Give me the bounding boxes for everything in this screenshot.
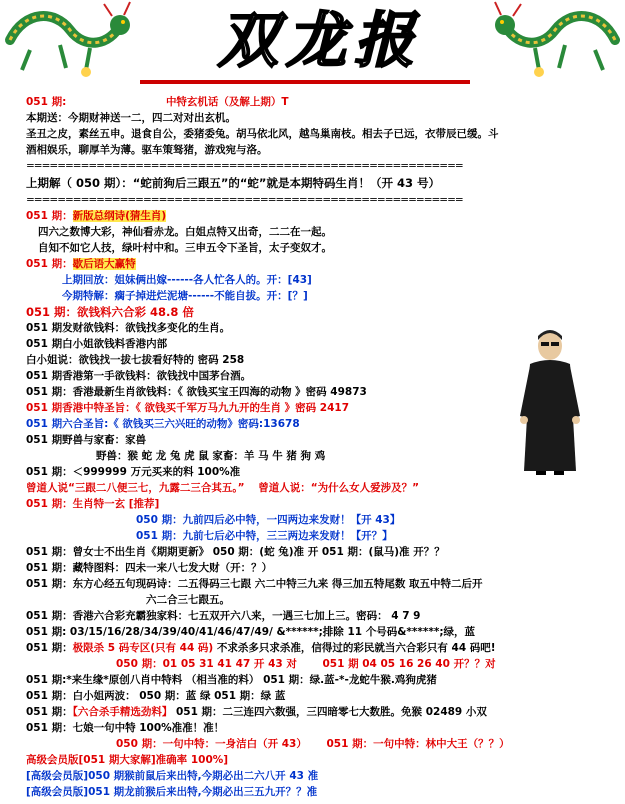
line-18: 051 期香港中特圣旨：《 欲钱买千军万马九九开的生肖 》密码 2417 — [26, 402, 350, 414]
dragon-right-icon — [485, 0, 625, 80]
current-result: 051 期 04 05 16 26 40 开？？对 — [322, 658, 496, 670]
prev-one-line: 050 期：一句中特：一身洁白（开 43） — [116, 738, 307, 750]
separator: ======================================================== — [26, 194, 463, 206]
line-23 — [26, 480, 618, 496]
line-39 — [26, 736, 618, 752]
line-35: 051 期:*来生缘*原创八肖中特料 （相当准的料） 051 期：绿.蓝-*-龙蛇牛猴.鸡狗虎猪 — [26, 674, 437, 686]
line-01 — [26, 94, 618, 110]
line-02: 本期送：今期财神送一二，四二对对出玄机。 — [26, 112, 236, 124]
prev-result: 050 期：01 05 31 41 47 开 43 对 — [116, 658, 297, 670]
line-25: 050 期：九前四后必中特，一四两边来发财！【开 43】 — [136, 514, 401, 526]
line-12 — [26, 304, 618, 320]
separator: ======================================================== — [26, 160, 463, 172]
line-29: 051 期：东方心经五句现码诗：二五得码三七跟 六二中特三九来 得三加五特尾数 取五中特二后开 — [26, 578, 483, 590]
line-09 — [26, 256, 618, 272]
line-33-text: 不求杀多只求杀准，信得过的彩民就当六合彩只有 44 码吧! — [216, 642, 496, 654]
line-36: 051 期：白小姐两波： 050 期：蓝 绿 051 期：绿 蓝 — [26, 690, 286, 702]
quote-right: 曾道人说：“为什么女人爱涉及？” — [258, 482, 420, 494]
section-heading: 歇后语大赢特 — [72, 258, 136, 270]
period-label: 051 期： — [26, 706, 73, 718]
line-32: 051 期: 03/15/16/28/34/39/40/41/46/47/49/ &******;排除 11 个号码&******;绿，蓝 — [26, 626, 476, 638]
line-31: 051 期：香港六合彩充霸独家料：七五双开六八来，一遇三七加上三。密码： 4 7 9 — [26, 610, 421, 622]
line-37 — [26, 704, 618, 720]
document-body — [26, 94, 618, 800]
section-heading: 中特玄机话（及解上期）T — [165, 96, 289, 108]
line-24 — [26, 496, 618, 512]
line-03: 圣丑之皮，素丝五申。退食自公，委猪委兔。胡马依北风，越鸟巢南枝。相去子已远，衣带辰已缓。斗 — [26, 128, 499, 140]
line-20: 051 期野兽与家畜：家兽 — [26, 434, 147, 446]
line-14: 051 期白小姐欲钱料香港内部 — [26, 338, 168, 350]
period-label: 051 期： — [26, 258, 73, 270]
section-heading: 欲钱料六合彩 48.8 倍 — [77, 305, 194, 319]
current-one-line: 051 期：一句中特：林中大王（？？） — [326, 738, 510, 750]
page-title: 双龙报 — [218, 6, 422, 76]
period-label: 051 期： — [26, 210, 73, 222]
line-41: [高级会员版]050 期猴前鼠后来出特,今期必出二六八开 43 准 — [26, 770, 319, 782]
line-15: 白小姐说：欲钱找一拔七拔看好特的 密码 258 — [26, 354, 245, 366]
dragon-left-icon — [0, 0, 140, 80]
quote-left: 曾道人说“三跟二八便三七，九露二三合其五。” — [26, 482, 245, 494]
line-34 — [26, 656, 618, 672]
line-16: 051 期香港第一手欲钱料：欲钱找中国茅台酒。 — [26, 370, 252, 382]
period-label: 051 期： — [26, 305, 78, 319]
line-04: 酒相娱乐，聊厚羊为薄。驱车策驽猪，游戏宛与洛。 — [26, 144, 268, 156]
line-42: [高级会员版]051 期龙前猴后来出特,今期必出三五九开？？准 — [26, 786, 318, 798]
line-07: 四六之数博大彩，神仙看赤龙。白姐点特又出奇，二二在一起。 — [38, 226, 332, 238]
line-17: 051 期：香港最新生肖欲钱料：《 欲钱买宝王四海的动物 》密码 49873 — [26, 386, 367, 398]
line-19: 051 期六合圣旨:《 欲钱买三六兴旺的动物》密码:13678 — [26, 418, 300, 430]
section-heading: 极限杀 5 码专区(只有 44 码) — [72, 642, 214, 654]
line-30: 六二合三七跟五。 — [146, 594, 230, 606]
line-38: 051 期：七娘一句中特 100%准准！准！ — [26, 722, 225, 734]
recommend-badge: [推荐] — [128, 498, 160, 510]
line-33 — [26, 640, 618, 656]
line-08: 自知不如它人技，绿叶村中和。三申五令下圣旨，太子变奴才。 — [38, 242, 332, 254]
line-28: 051 期：藏特图料：四未一来八七发大财（开：？） — [26, 562, 273, 574]
period-label: 051 期： — [26, 642, 73, 654]
line-27: 051 期：曾女士不出生肖《期期更新》 050 期：(蛇 兔)准 开 051 期：(鼠马)准 开？？ — [26, 546, 445, 558]
period-label: 051 期: — [26, 96, 67, 108]
line-05: 上期解（ 050 期）：“蛇前狗后三跟五”的“蛇”就是本期特码生肖！（开 43 号） — [26, 176, 441, 190]
section-heading: 051 期：生肖特一玄 — [26, 498, 126, 510]
line-26: 051 期：九前七后必中特，三三两边来发财！【开？】 — [136, 530, 393, 542]
line-06 — [26, 208, 618, 224]
line-21: 野兽：猴 蛇 龙 兔 虎 鼠 家畜：羊 马 牛 猪 狗 鸡 — [96, 450, 326, 462]
section-heading: 【六合杀手精选劲料】 — [72, 706, 173, 718]
section-heading: 新版总纲诗(猜生肖) — [72, 210, 167, 222]
line-10: 上期回放：姐妹俩出嫁------各人忙各人的。开：[43] — [62, 274, 312, 286]
line-11: 今期特解：瘸子掉进烂泥塘------不能自拔。开：[？] — [62, 290, 308, 302]
line-40: 高级会员版[051 期大家解]准确率 100%] — [26, 754, 229, 766]
line-37-text: 051 期：二三连四六数强，三四暗零七大数胜。免猴 02489 小双 — [175, 706, 487, 718]
line-22: 051 期：＜999999 万元买来的料 100%准 — [26, 466, 241, 478]
title-underline — [140, 80, 470, 84]
line-13: 051 期发财欲钱料：欲钱找多变化的生肖。 — [26, 322, 231, 334]
